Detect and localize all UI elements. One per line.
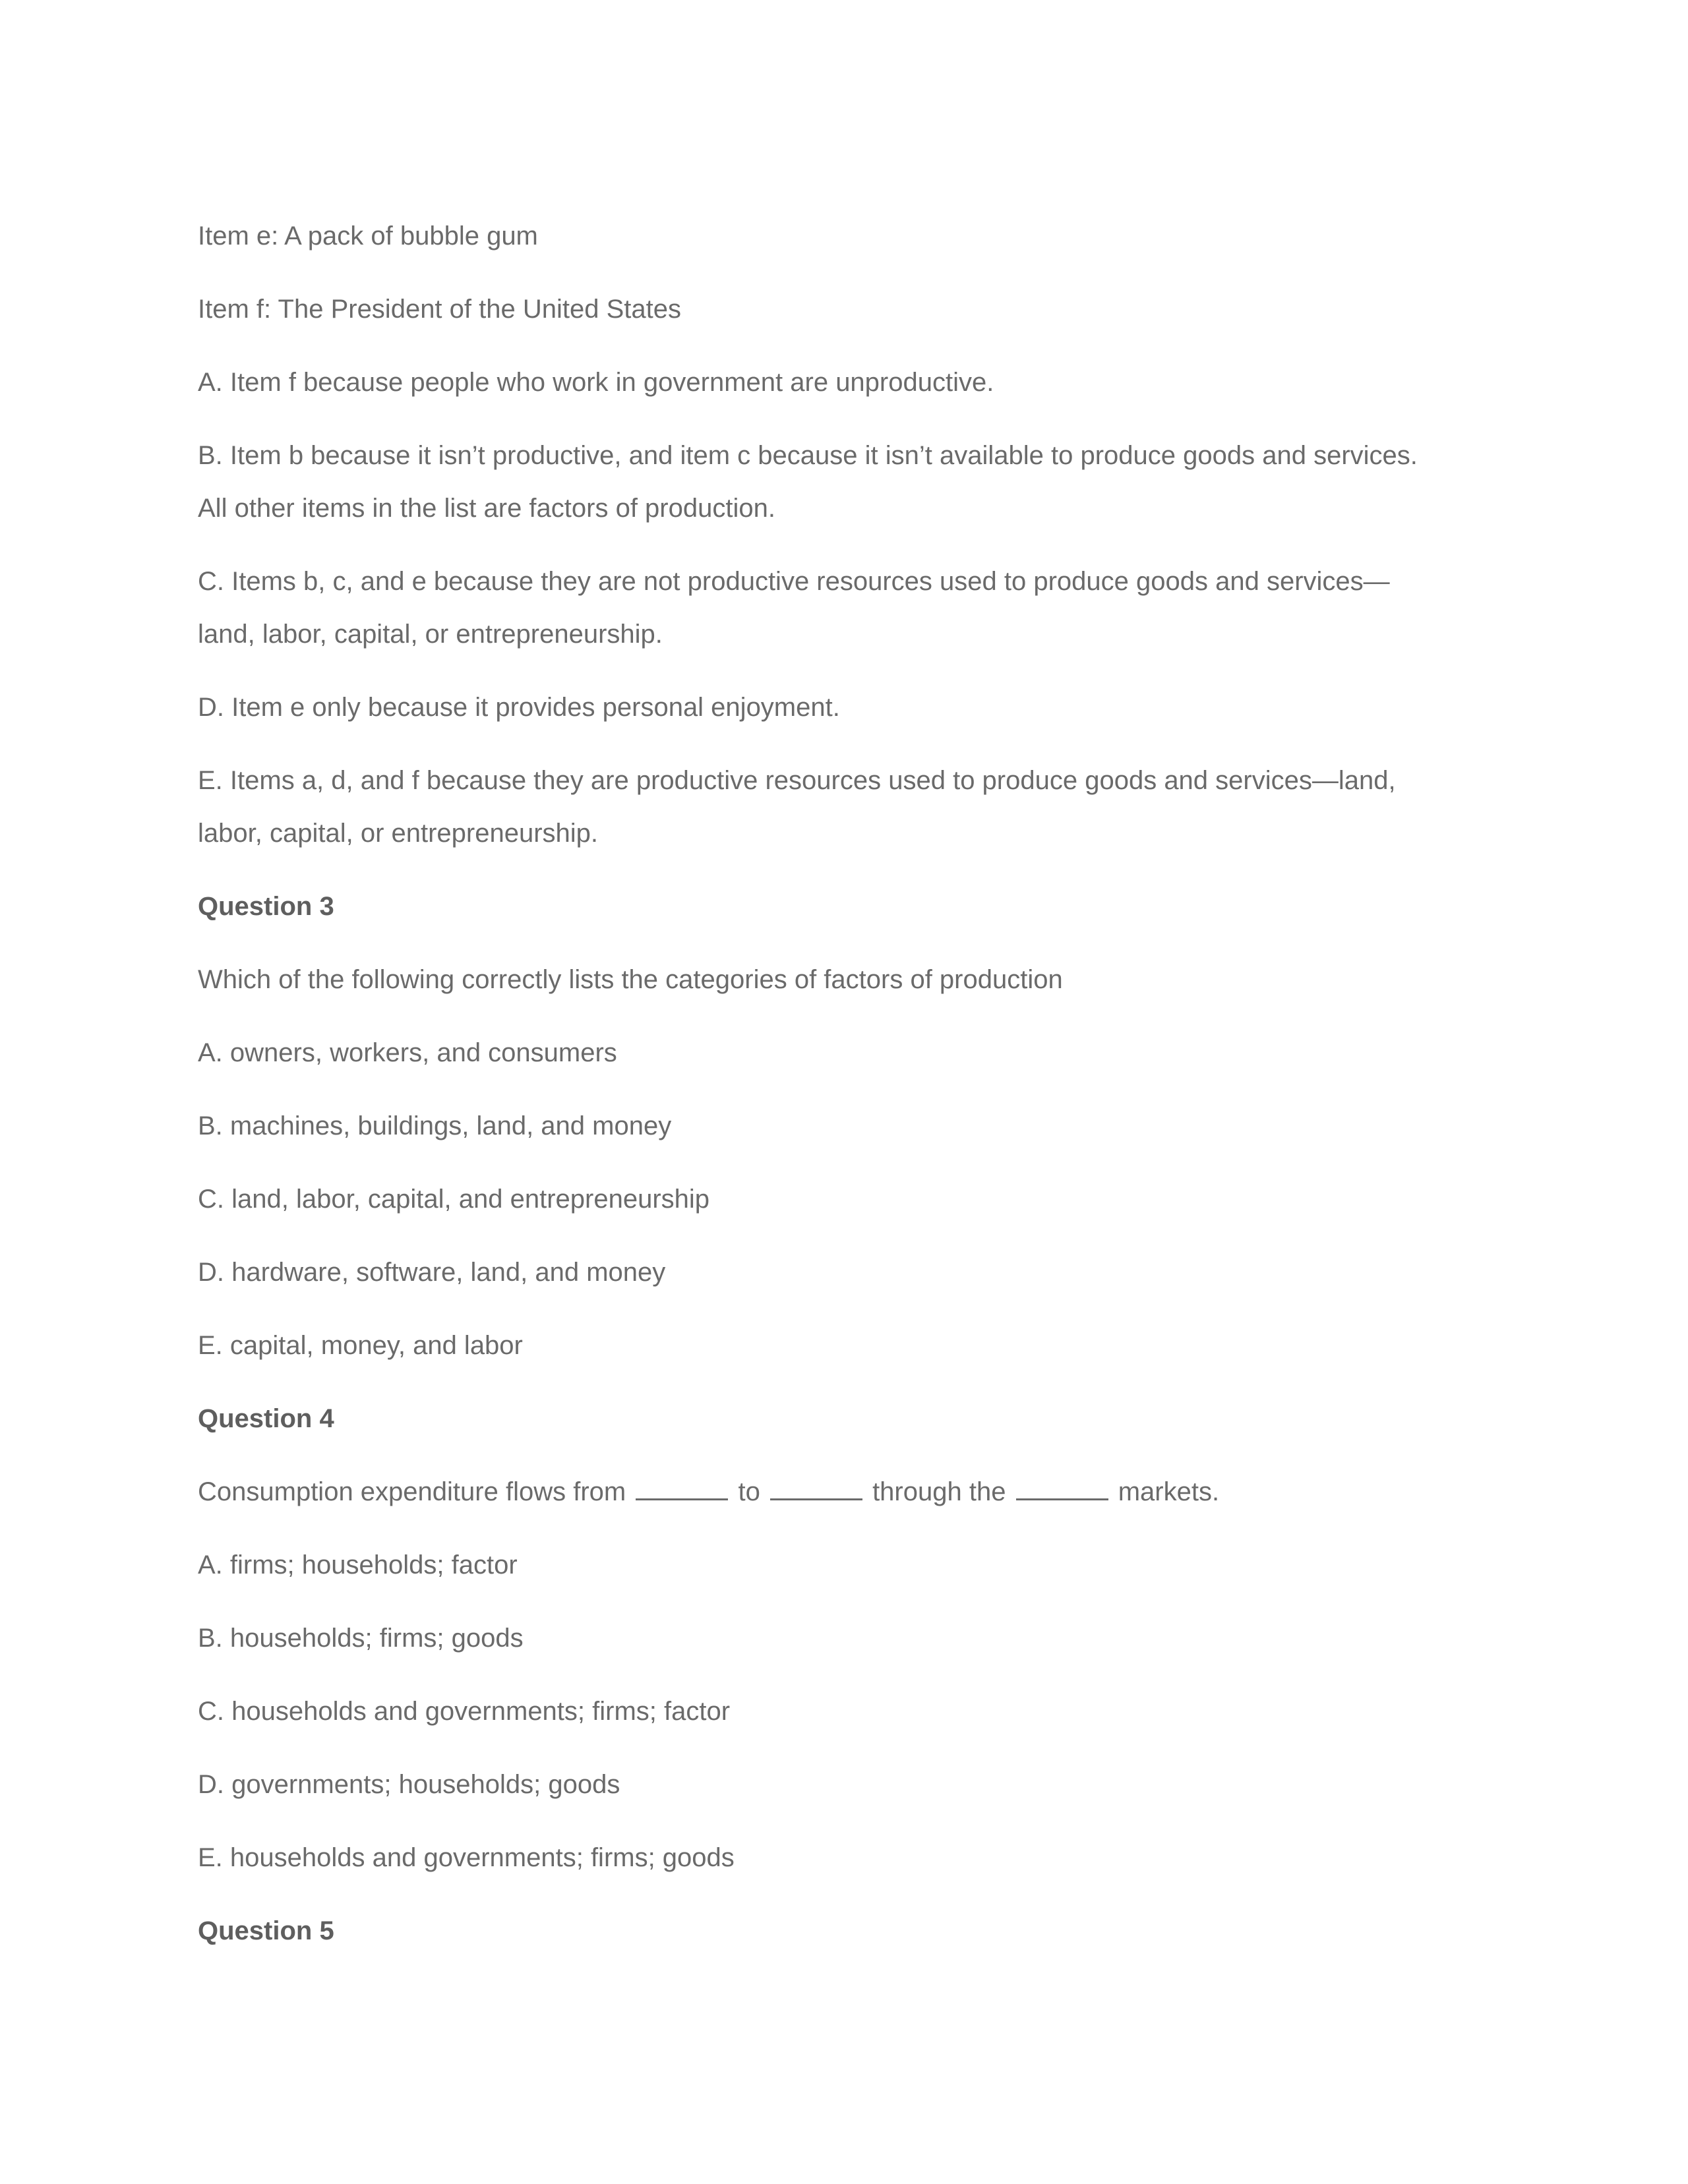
q2-option-a: A. Item f because people who work in government are unproductive.	[198, 368, 994, 397]
q2-option-d: D. Item e only because it provides personal enjoyment.	[198, 693, 840, 722]
q2-option-e-line2: labor, capital, or entrepreneurship.	[198, 819, 599, 848]
q3-option-c: C. land, labor, capital, and entrepreneurship	[198, 1185, 710, 1214]
blank-2	[770, 1476, 862, 1500]
question-4-heading: Question 4	[198, 1404, 334, 1433]
q2-option-b-line1: B. Item b because it isn’t productive, and item c because it isn’t available to produce goods and services.	[198, 441, 1418, 470]
q2-option-b-line2: All other items in the list are factors of production.	[198, 494, 775, 523]
q4-option-b: B. households; firms; goods	[198, 1624, 524, 1653]
q4-prompt-part-2: to	[738, 1477, 760, 1506]
q3-option-e: E. capital, money, and labor	[198, 1331, 523, 1360]
question-4-prompt	[198, 1465, 1517, 1518]
q2-option-b	[198, 429, 1517, 535]
q4-option-a: A. firms; households; factor	[198, 1550, 518, 1579]
question-5-heading: Question 5	[198, 1916, 334, 1945]
q2-option-c	[198, 555, 1517, 661]
q3-option-b: B. machines, buildings, land, and money	[198, 1111, 672, 1140]
question-3-heading: Question 3	[198, 892, 334, 921]
q2-option-e	[198, 754, 1517, 860]
blank-3	[1016, 1476, 1108, 1500]
q3-option-d: D. hardware, software, land, and money	[198, 1258, 666, 1287]
q4-prompt-part-1: Consumption expenditure flows from	[198, 1477, 626, 1506]
q3-option-a: A. owners, workers, and consumers	[198, 1038, 617, 1067]
blank-1	[636, 1476, 728, 1500]
q4-prompt-part-4: markets.	[1118, 1477, 1220, 1506]
q4-option-c: C. households and governments; firms; factor	[198, 1697, 731, 1726]
q4-option-e: E. households and governments; firms; goods	[198, 1843, 735, 1872]
question-3-prompt: Which of the following correctly lists the categories of factors of production	[198, 965, 1063, 994]
q4-prompt-part-3: through the	[872, 1477, 1006, 1506]
q2-option-c-line2: land, labor, capital, or entrepreneurship.	[198, 620, 663, 649]
item-f: Item f: The President of the United States	[198, 295, 681, 324]
q2-option-c-line1: C. Items b, c, and e because they are not productive resources used to produce goods and services—	[198, 567, 1390, 596]
document-page	[198, 210, 1517, 1957]
q4-option-d: D. governments; households; goods	[198, 1770, 620, 1799]
q2-option-e-line1: E. Items a, d, and f because they are productive resources used to produce goods and services—land,	[198, 766, 1396, 795]
item-e: Item e: A pack of bubble gum	[198, 221, 538, 251]
